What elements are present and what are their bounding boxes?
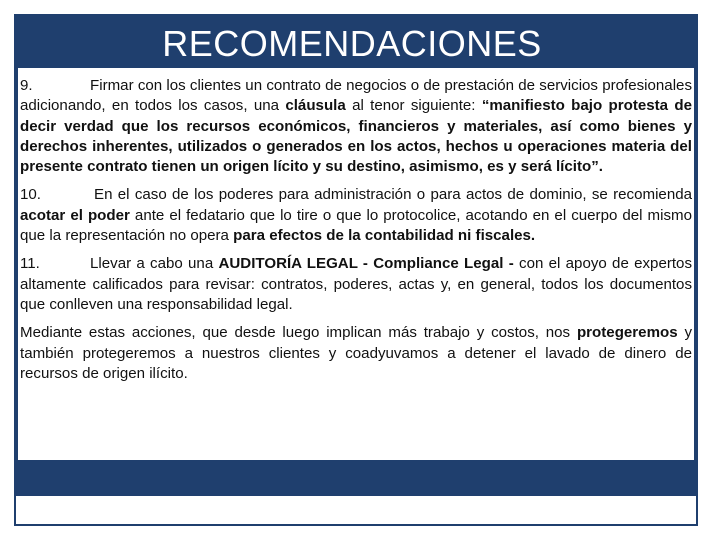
right-border: [694, 68, 698, 496]
bold-text: cláusula: [285, 97, 346, 115]
text-run: Mediante estas acciones, que desde luego implican más trabajo y costos, nos: [20, 324, 577, 342]
bold-text: “manifiesto bajo protesta de decir verdad que los recursos económicos, financieros y materiales, así como bienes y derechos inherentes, utilizados o generados en los actos, hechos u operaciones materia del presente contrato tienen un origen lícito y su destino, asimismo, es y será lícito”.: [20, 97, 692, 176]
item-number: 9.: [20, 77, 33, 94]
recommendations-body: [20, 76, 692, 392]
footer-bar: [14, 460, 698, 496]
recommendation-10: [20, 185, 692, 246]
bold-text: AUDITORÍA LEGAL - Compliance Legal -: [218, 255, 514, 273]
title-bar: [14, 14, 698, 68]
text-run: al tenor siguiente:: [345, 97, 482, 115]
slide-title: RECOMENDACIONES: [162, 23, 542, 64]
text-run: Llevar a cabo una: [90, 255, 219, 273]
bold-text: para efectos de la contabilidad ni fiscales.: [233, 227, 536, 245]
bold-text: acotar el poder: [20, 206, 130, 224]
text-run: En el caso de los poderes para administración o para actos de dominio, se recomienda: [94, 186, 692, 204]
text-run: ante el fedatario que lo tire o que lo protocolice, acotando en el cuerpo del mismo que la representación no opera: [20, 206, 692, 245]
text-run: con el apoyo de expertos altamente calificados para revisar: contratos, poderes, actas y, en general, todos los documentos que conlleven una responsabilidad legal.: [20, 255, 692, 313]
closing-paragraph: [20, 323, 692, 384]
left-border: [14, 68, 18, 496]
item-number: 11.: [20, 255, 40, 273]
item-number: 10.: [20, 186, 41, 204]
text-run: Firmar con los clientes un contrato de negocios o de prestación de servicios profesionales adicionando, en todos los casos, una: [20, 77, 692, 115]
recommendation-9: [20, 76, 692, 177]
bold-text: protegeremos: [576, 324, 678, 342]
text-run: y también protegeremos a nuestros clientes y coadyuvamos a detener el lavado de dinero de recursos de origen ilícito.: [20, 324, 692, 382]
recommendation-11: [20, 254, 692, 315]
